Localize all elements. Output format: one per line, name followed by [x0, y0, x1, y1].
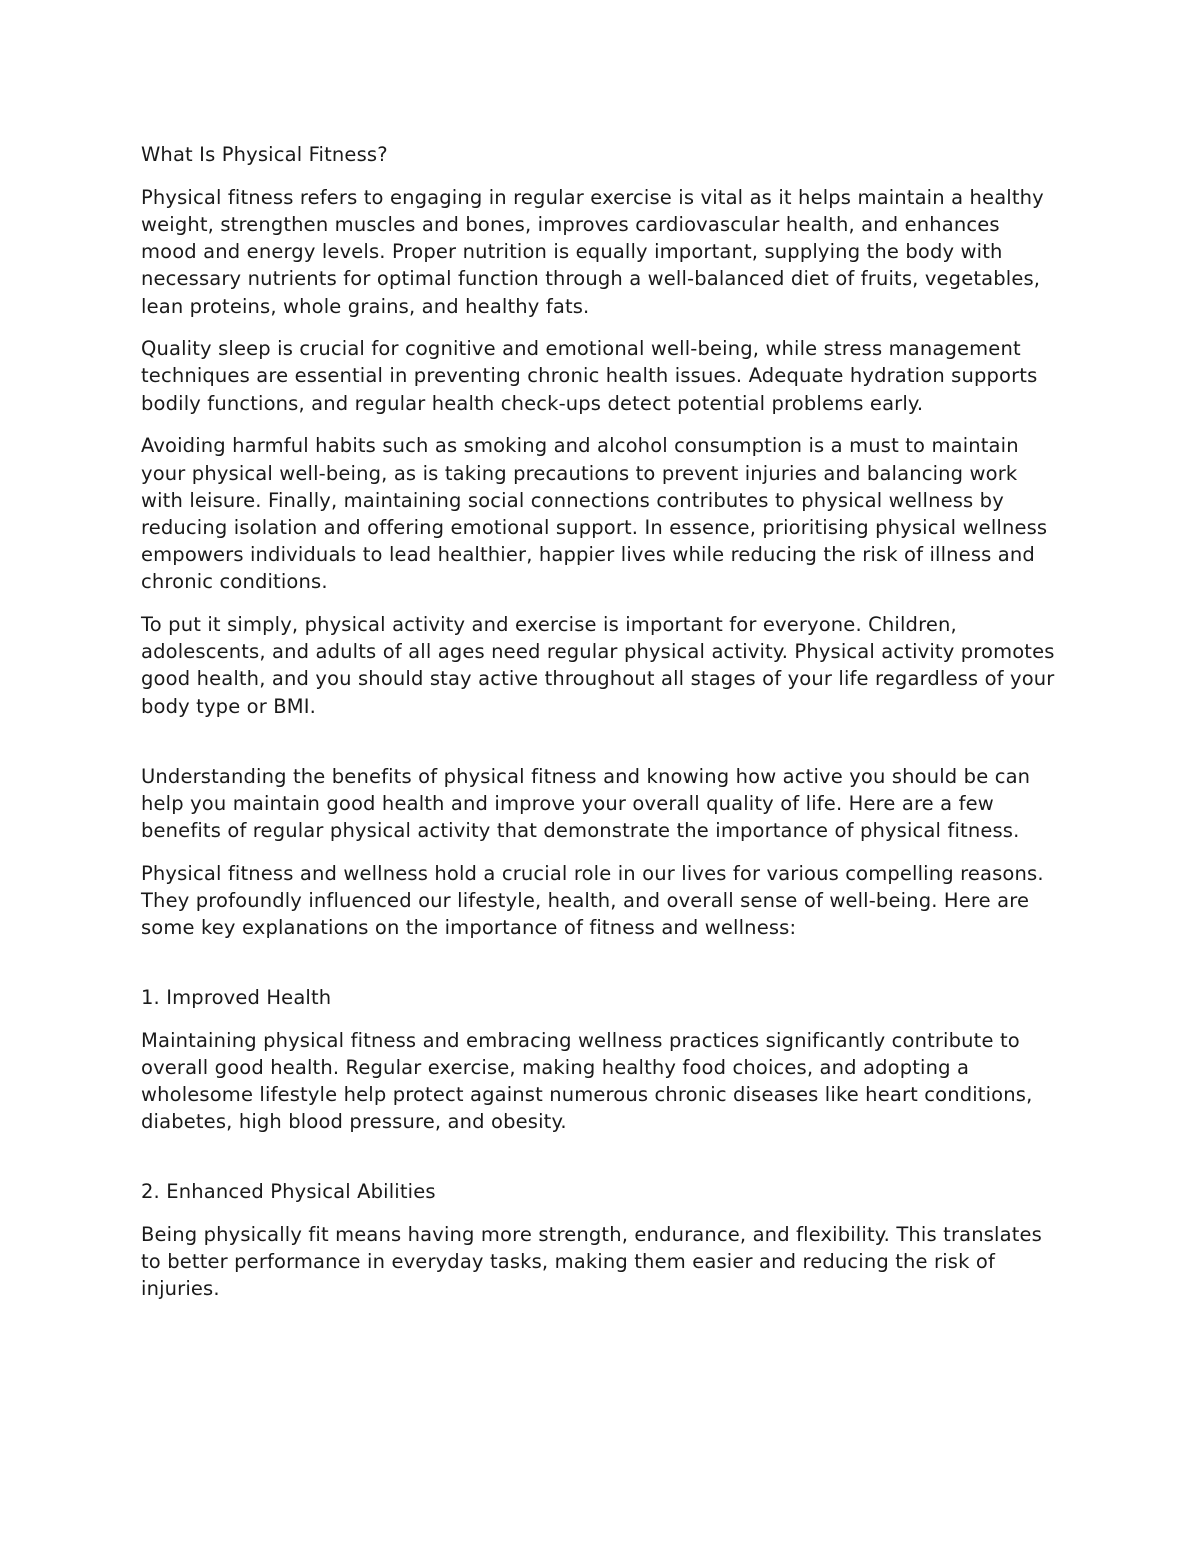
- section-heading-improved-health: 1. Improved Health: [141, 985, 332, 1009]
- blank-line: [141, 957, 1061, 984]
- paragraph-sleep-hydration: Quality sleep is crucial for cognitive and emotional well-being, while stress management techniques are essential in preventing chronic health issues. Adequate hydration supports bodily functions, and regular health check-ups detect potential problems early.: [141, 337, 1038, 415]
- section-body-enhanced-abilities: Being physically fit means having more strength, endurance, and flexibility. This translates to better performance in everyday tasks, making them easier and reducing the risk of injuries.: [141, 1222, 1042, 1301]
- paragraph-fitness-wellness-role: Physical fitness and wellness hold a crucial role in our lives for various compelling reasons. They profoundly influenced our lifestyle, health, and overall sense of well-being. Here are some key explanations on the importance of fitness and wellness:: [141, 861, 1044, 940]
- blank-line: [141, 735, 1061, 762]
- paragraph-activity-importance: To put it simply, physical activity and exercise is important for everyone. Children, adolescents, and adults of all ages need regular physical activity. Physical activity promotes good health, and you should stay active throughout all stages of your life regardless of your body type or BMI.: [141, 613, 1055, 718]
- section-body-improved-health: Maintaining physical fitness and embracing wellness practices significantly contribute to overall good health. Regular exercise, making healthy food choices, and adopting a wholesome lifestyle help protect against numerous chronic diseases like heart conditions, diabetes, high blood pressure, and obesity.: [141, 1028, 1033, 1134]
- paragraph-understanding-benefits: Understanding the benefits of physical fitness and knowing how active you should be can help you maintain good health and improve your overall quality of life. Here are a few benefits of regular physical activity that demonstrate the importance of physical fitness.: [141, 764, 1031, 842]
- paragraph-fitness-definition: Physical fitness refers to engaging in regular exercise is vital as it helps maintain a healthy weight, strengthen muscles and bones, improves cardiovascular health, and enhances mood and energy levels. Proper nutrition is equally important, supplying the body with necessary nutrients for optimal function through a well-balanced diet of fruits, vegetables, lean proteins, whole grains, and healthy fats.: [141, 185, 1044, 318]
- document-title: What Is Physical Fitness?: [141, 143, 388, 166]
- document-body: [141, 141, 1061, 1318]
- paragraph-harmful-habits: Avoiding harmful habits such as smoking and alcohol consumption is a must to maintain your physical well-being, as is taking precautions to prevent injuries and balancing work with leisure. Finally, maintaining social connections contributes to physical wellness by reducing isolation and offering emotional support. In essence, prioritising physical wellness empowers individuals to lead healthier, happier lives while reducing the risk of illness and chronic conditions.: [141, 434, 1048, 594]
- blank-line: [141, 1151, 1061, 1178]
- section-heading-enhanced-abilities: 2. Enhanced Physical Abilities: [141, 1180, 436, 1204]
